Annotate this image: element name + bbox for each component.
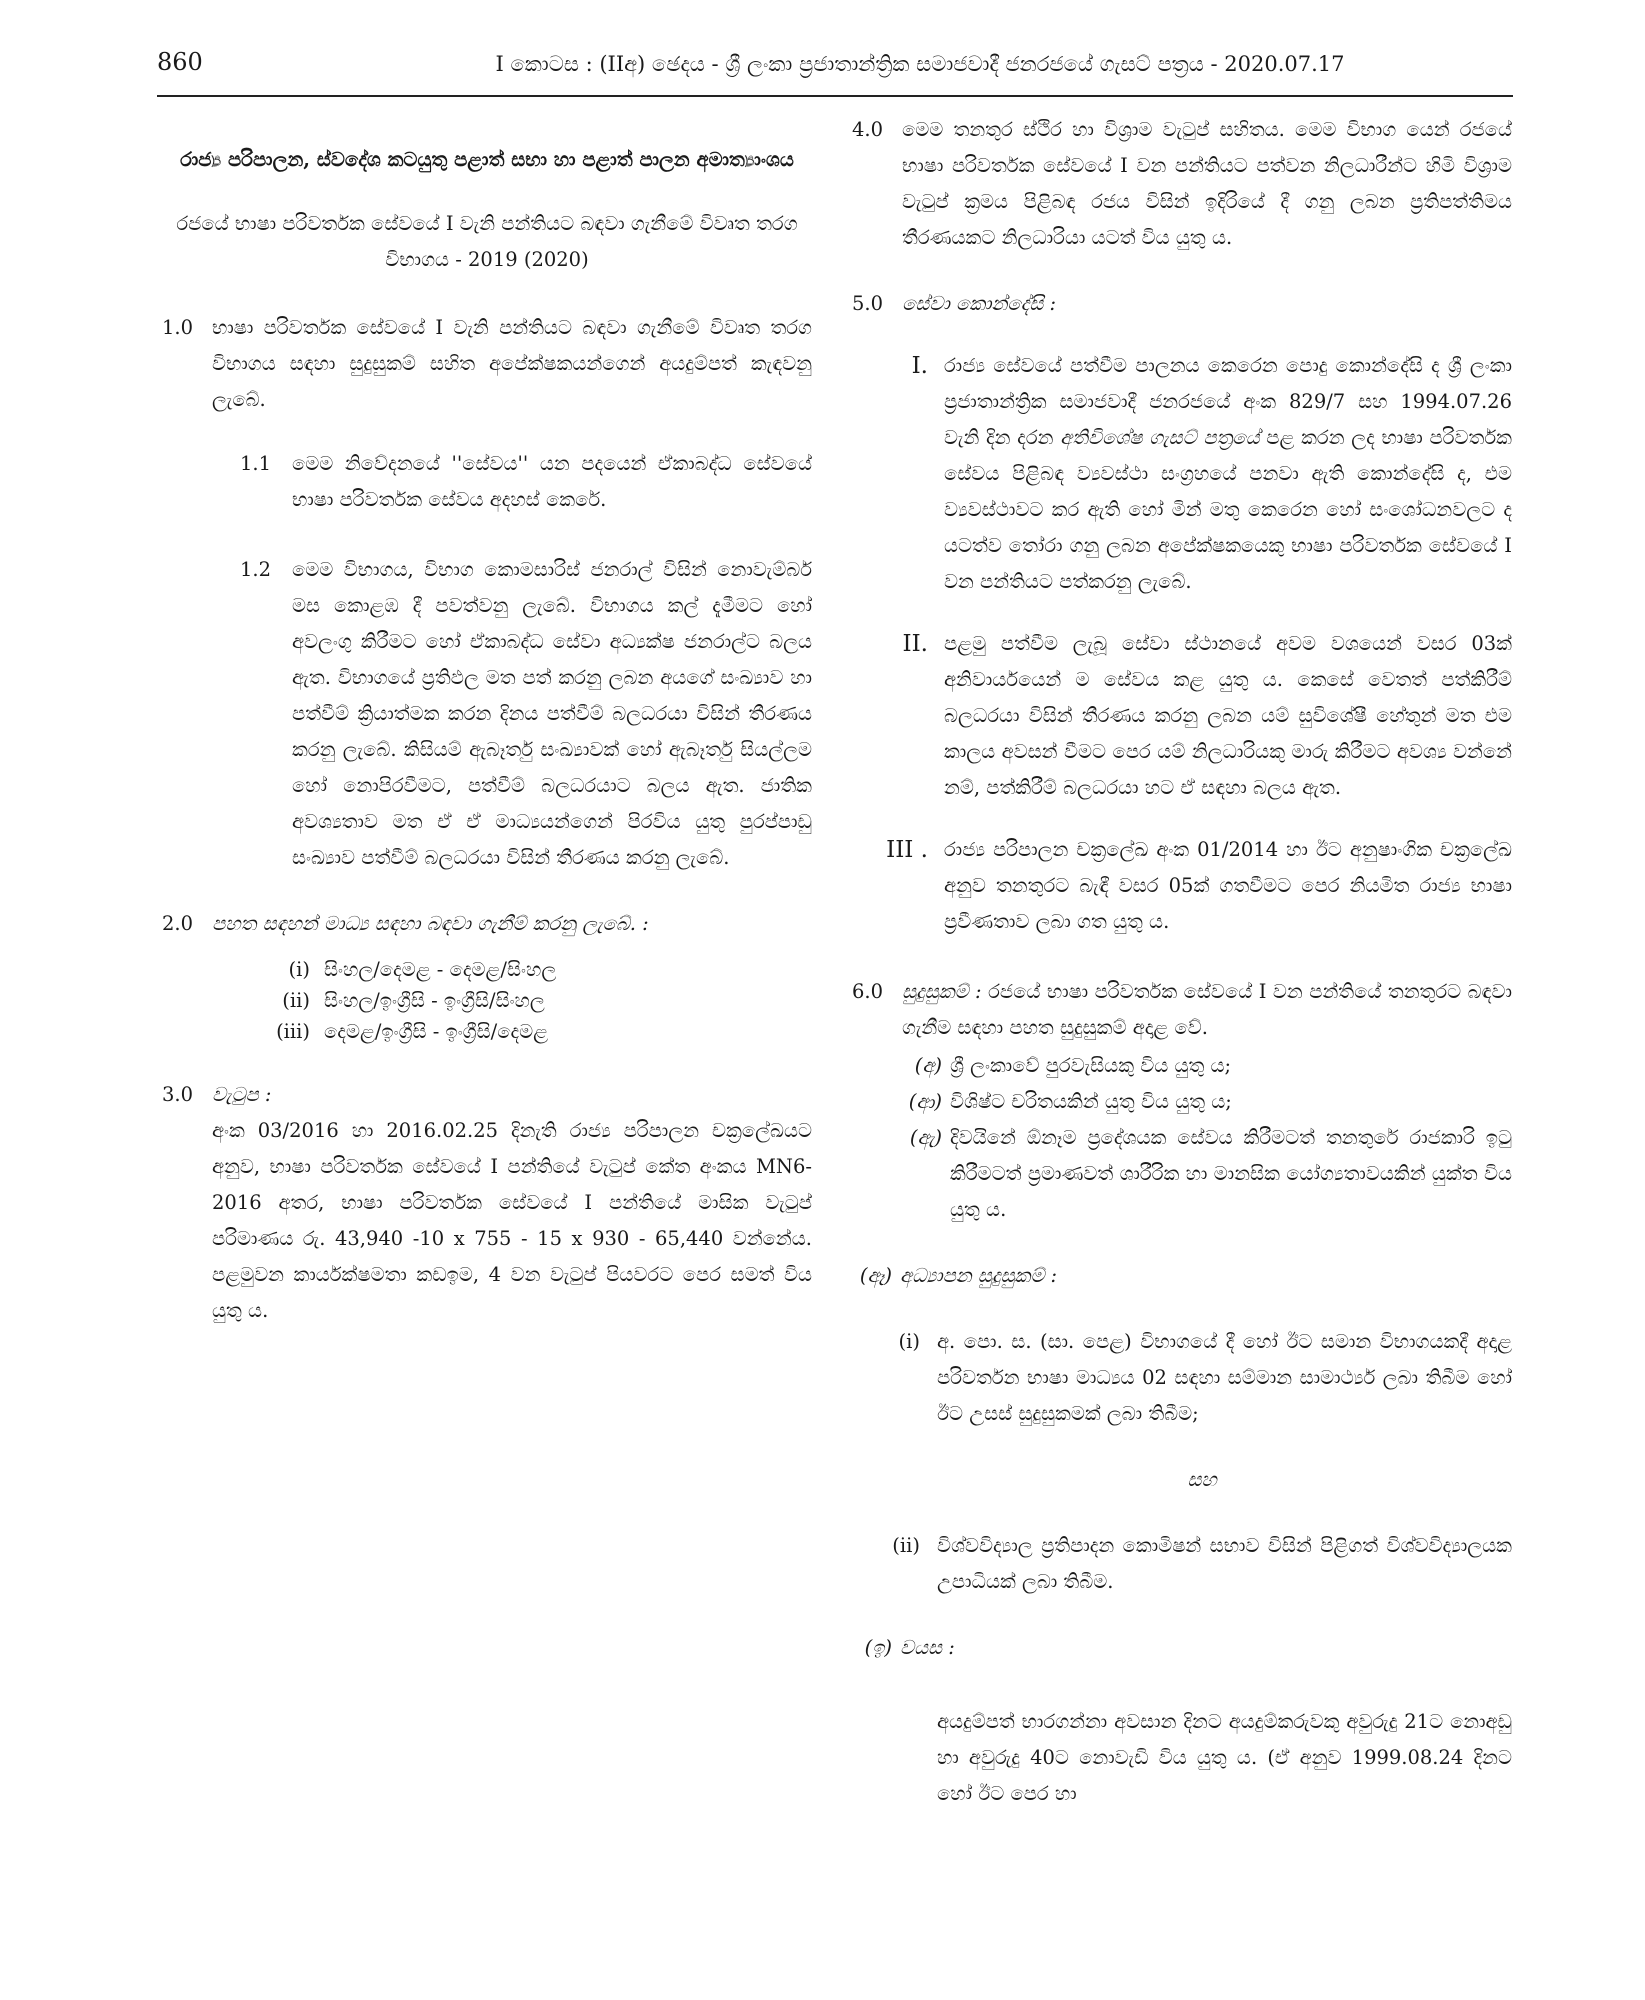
section-text: පහත සඳහන් මාධ්‍ය සඳහා බඳවා ගැනීම් කරනු ලැබේ. :: [212, 912, 649, 935]
header-rule: [157, 95, 1513, 97]
page-number: 860: [157, 48, 203, 76]
section-number: 4.0: [852, 118, 884, 141]
list-item: (ii) සිංහල/ඉංග්‍රීසි - ඉංග්‍රීසි/සිංහල: [282, 989, 545, 1012]
roman-number: II.: [902, 631, 928, 657]
condition-I: I. රාජ්‍ය සේවයේ පත්වීම පාලනය කෙරෙන පොදු කොන්දේසි ද ශ්‍රී ලංකා ප්‍රජාතාන්ත්‍රික සමාජවාදී ජනරජයේ අංක 829/7 සහ 1994.07.26 වැනි දින දරන අතිවිශේෂ ගැසට් පත්‍රයේ පළ කරන ලද භාෂා පරිවර්තක සේවය පිළිබඳ ව්‍යවස්ථා සංග්‍රහයේ පනවා ඇති කොන්දේසි ද, එම ව්‍යවස්ථාවට කර ඇති හෝ මින් මතු කෙරෙන හෝ සංශෝධනවලට ද යටත්ව තෝරා ගනු ලබන අපේක්ෂකයෙකු භාෂා පරිවර්තක සේවයේ I වන පන්තියට පත්කරනු ලැබේ.: [902, 348, 1512, 600]
list-item: (i) සිංහල/දෙමළ - දෙමළ/සිංහල: [288, 958, 557, 981]
left-column: [162, 112, 812, 1329]
education-item-i: (i) අ. පො. ස. (සා. පෙළ) විභාගයේ දී හෝ ඊට සමාන විභාගයකදී අදාළ පරිවර්තන භාෂා මාධ්‍යය 02 සඳහා සම්මාන සාමාර්ථ්‍ය ලබා තිබීම හෝ ඊට උසස් සුදුසුකමක් ලබා තිබීම;: [898, 1330, 1512, 1425]
section-number: 2.0: [162, 912, 194, 935]
exam-title: රජයේ භාෂා පරිවර්තක සේවයේ I වැනි පන්තියට බඳවා ගැනීමේ විවෘත තරග විභාගය - 2019 (2020): [176, 212, 798, 271]
condition-III: III . රාජ්‍ය පරිපාලන චක්‍රලේඛ අංක 01/2014 හා ඊට අනුෂාංගික චක්‍රලේඛ අනුව තනතුරට බැඳී වසර 05ක් ගතවීමට පෙර නියමිත රාජ්‍ය භාෂා ප්‍රවීණතාව ලබා ගත යුතු ය.: [902, 832, 1512, 940]
section-text: මෙම නිවේදනයේ ''සේවය'' යන පදයෙන් ඒකාබද්ධ සේවයේ භාෂා පරිවර්තක සේවය අදහස් කෙරේ.: [292, 452, 812, 511]
section-1-2: [162, 552, 812, 876]
roman-number: III .: [886, 837, 928, 863]
section-1-1: [162, 446, 812, 518]
education-heading: (ඈ) අධ්‍යාපන සුදුසුකම් :: [859, 1264, 1058, 1287]
conjunction-and: සහ: [1187, 1468, 1217, 1491]
medium-list: [162, 954, 812, 1047]
section-heading: සුදුසුකම් :: [902, 980, 982, 1003]
ministry-heading: රාජ්‍ය පරිපාලන, ස්වදේශ කටයුතු පළාත් සභා හා පළාත් පාලන අමාත්‍යාංශය: [180, 148, 794, 171]
section-6-0: [852, 974, 1512, 1046]
section-text: මෙම තනතුර ස්ථිර හා විශ්‍රාම වැටුප් සහිතය. මෙම විභාග යෙන් රජයේ භාෂා පරිවර්තක සේවයේ I වන පන්තියට පත්වන නිලධාරීන්ට හිමි විශ්‍රාම වැටුප් ක්‍රමය පිළිබඳ රජය විසින් ඉදිරියේ දී ගනු ලබන ප්‍රතිපත්තිමය තීරණයකට නිලධාරියා යටත් විය යුතු ය.: [902, 118, 1512, 249]
section-number: 1.0: [162, 316, 194, 339]
qualification-list: [852, 1048, 1512, 1228]
section-2-0: [162, 906, 812, 942]
age-heading: (ඉ) වයස :: [864, 1636, 955, 1659]
section-number: 3.0: [162, 1083, 194, 1106]
section-5-0: [852, 286, 1512, 940]
section-text: රජයේ භාෂා පරිවර්තක සේවයේ I වන පන්තියේ තනතුරට බඳවා ගැනීම සඳහා පහත සුදුසුකම් අදාළ වේ.: [902, 980, 1512, 1039]
condition-II: II. පළමු පත්වීම ලැබූ සේවා ස්ථානයේ අවම වශයෙන් වසර 03ක් අනිවාර්යයෙන් ම සේවය කළ යුතු ය. කෙසේ වෙතත් පත්කිරීම් බලධරයා විසින් තීරණය කරනු ලබන යම් සුවිශේෂී හේතුන් මත එම කාලය අවසන් වීමට පෙර යම් නිලධාරියකු මාරු කිරීමට අවශ්‍ය වන්නේ නම්, පත්කිරීම් බලධරයා හට ඒ සඳහා බලය ඇත.: [902, 626, 1512, 806]
section-number: 5.0: [852, 292, 884, 315]
list-item: (iii) දෙමළ/ඉංග්‍රීසි - ඉංග්‍රීසි/දෙමළ: [276, 1020, 549, 1043]
list-item: (ඇ) දිවයිනේ ඕනෑම ප්‍රදේශයක සේවය කිරීමටත් තනතුරේ රාජකාරි ඉටු කිරීමටත් ප්‍රමාණවත් ශාරීරික හා මානසික යෝග්‍යතාවයකින් යුක්ත විය යුතු ය.: [909, 1126, 1512, 1221]
section-number: 1.2: [240, 558, 272, 581]
education-item-ii: (ii) විශ්වවිද්‍යාල ප්‍රතිපාදන කොමිෂන් සභාව විසින් පිළිගත් විශ්වවිද්‍යාලයක උපාධියක් ලබා තිබීම.: [892, 1534, 1512, 1593]
section-heading: වැටුප :: [212, 1083, 272, 1106]
section-text: භාෂා පරිවර්තක සේවයේ I වැනි පන්තියට බඳවා ගැනීමේ විවෘත තරග විභාගය සඳහා සුදුසුකම් සහිත අපේක්ෂකයන්ගෙන් අයදුම්පත් කැඳවනු ලැබේ.: [212, 316, 812, 411]
list-item: (අ) ශ්‍රී ලංකාවේ පුරවැසියකු විය යුතු ය;: [914, 1054, 1232, 1077]
right-column: [852, 112, 1512, 1812]
roman-number: I.: [911, 353, 928, 379]
list-item: (ආ) විශිෂ්ට චරිතයකින් යුතු විය යුතු ය;: [908, 1090, 1232, 1113]
running-header: I කොටස : (IIඅ) ඡෙදය - ශ්‍රී ලංකා ප්‍රජාතාන්ත්‍රික සමාජවාදී ජනරජයේ ගැසට් පත්‍රය - 2020.07.17: [495, 52, 1345, 76]
section-heading: සේවා කොන්දේසි :: [902, 292, 1057, 315]
section-text: මෙම විභාගය, විභාග කොමසාරිස් ජනරාල් විසින් නොවැම්බර් මස කොළඹ දී පවත්වනු ලැබේ. විභාගය කල් දැමීමට හෝ අවලංගු කිරීමට හෝ ඒකාබද්ධ සේවා අධ්‍යක්ෂ ජනරාල්ට බලය ඇත. විභාගයේ ප්‍රතිඵල මත පත් කරනු ලබන අයගේ සංඛ්‍යාව හා පත්වීම් ක්‍රියාත්මක කරන දිනය පත්වීම් බලධරයා විසින් තීරණය කරනු ලැබේ. කිසියම් ඇබෑර්තු සංඛ්‍යාවක් හෝ ඇබෑර්තු සියල්ලම හෝ නොපිරවීමට, පත්වීම් බලධරයාට බලය ඇත. ජාතික අවශ්‍යතාව මත ඒ ඒ මාධ්‍යයන්ගෙන් පිරවිය යුතු පුරප්පාඩු සංඛ්‍යාව පත්වීම් බලධරයා විසින් තීරණය කරනු ලැබේ.: [292, 558, 812, 869]
section-1-0: [162, 310, 812, 418]
section-4-0: [852, 112, 1512, 256]
section-number: 1.1: [240, 452, 272, 475]
section-3-0: [162, 1077, 812, 1329]
section-text: අංක 03/2016 හා 2016.02.25 දිනැති රාජ්‍ය පරිපාලන චක්‍රලේඛයට අනුව, භාෂා පරිවර්තක සේවයේ I පන්තියේ වැටුප් කේත අංකය MN6-2016 අතර, භාෂා පරිවර්තක සේවයේ I පන්තියේ මාසික වැටුප් පරිමාණය රු. 43,940 -10 x 755 - 15 x 930 - 65,440 වන්නේය. පළමුවන කාර්යක්ෂමතා කඩඉම, 4 වන වැටුප් පියවරට පෙර සමත් විය යුතු ය.: [212, 1119, 812, 1322]
section-number: 6.0: [852, 980, 884, 1003]
age-text: අයදුම්පත් භාරගන්නා අවසාන දිනට අයදුම්කරුවකු අවුරුදු 21ට නොඅඩු හා අවුරුදු 40ට නොවැඩි විය යුතු ය. (ඒ අනුව 1999.08.24 දිනට හෝ ඊට පෙර හා: [937, 1710, 1512, 1805]
